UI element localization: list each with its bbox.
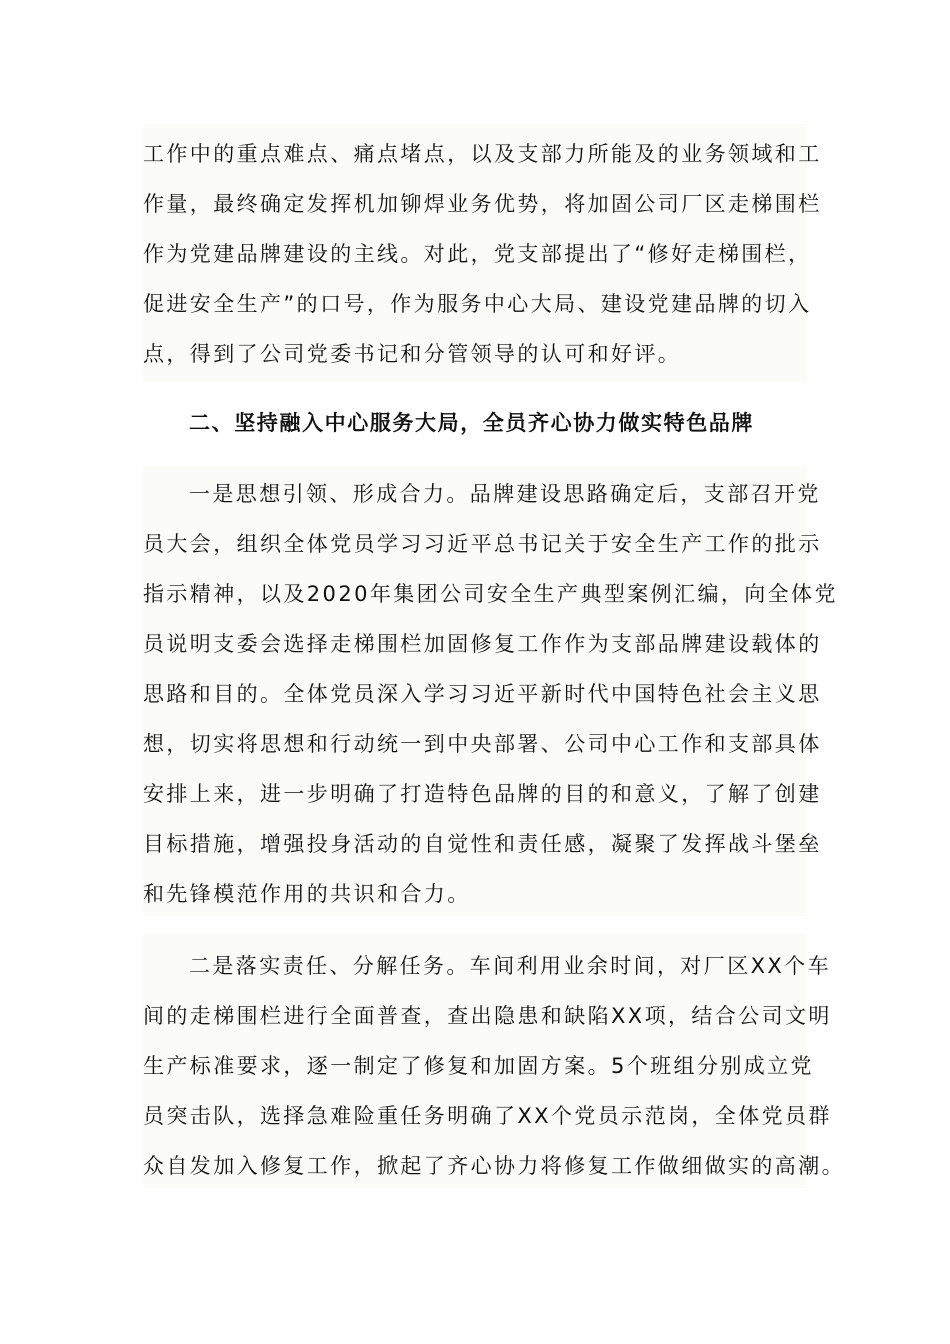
- paragraph-line: 和先锋模范作用的共识和合力。: [143, 882, 471, 906]
- paragraph-line: 员突击队，选择急难险重任务明确了XX个党员示范岗，全体党员群: [143, 1104, 832, 1128]
- paragraph-line: 作为党建品牌建设的主线。对此，党支部提出了“修好走梯围栏，: [143, 242, 812, 266]
- paragraph-line: 安排上来，进一步明确了打造特色品牌的目的和意义，了解了创建: [143, 782, 822, 806]
- section-heading-block: [143, 390, 807, 456]
- paragraph-continued: [143, 124, 822, 382]
- paragraph-line: 生产标准要求，逐一制定了修复和加固方案。5个班组分别成立党: [143, 1054, 814, 1078]
- paragraph-line: 间的走梯围栏进行全面普查，查出隐患和缺陷XX项，结合公司文明: [143, 1004, 832, 1028]
- paragraph-line: 一是思想引领、形成合力。品牌建设思路确定后，支部召开党: [189, 482, 821, 506]
- paragraph-line: 众自发加入修复工作，掀起了齐心协力将修复工作做细做实的高潮。: [143, 1154, 845, 1178]
- paragraph-line: 思路和目的。全体党员深入学习习近平新时代中国特色社会主义思: [143, 682, 822, 706]
- section-heading: 二、坚持融入中心服务大局，全员齐心协力做实特色品牌: [189, 411, 754, 435]
- paragraph-line: 员说明支委会选择走梯围栏加固修复工作作为支部品牌建设载体的: [143, 632, 822, 656]
- paragraph-line: 目标措施，增强投身活动的自觉性和责任感，凝聚了发挥战斗堡垒: [143, 832, 822, 856]
- paragraph-responsibility: [143, 934, 845, 1188]
- paragraph-line: 二是落实责任、分解任务。车间利用业余时间，对厂区XX个车: [189, 954, 831, 978]
- paragraph-line: 工作中的重点难点、痛点堵点，以及支部力所能及的业务领域和工: [143, 142, 822, 166]
- paragraph-line: 指示精神，以及2020年集团公司安全生产典型案例汇编，向全体党: [143, 582, 838, 606]
- paragraph-line: 点，得到了公司党委书记和分管领导的认可和好评。: [143, 342, 682, 366]
- paragraph-line: 员大会，组织全体党员学习习近平总书记关于安全生产工作的批示: [143, 532, 822, 556]
- paragraph-ideological-guidance: [143, 466, 838, 916]
- paragraph-line: 促进安全生产”的口号，作为服务中心大局、建设党建品牌的切入: [143, 292, 812, 316]
- paragraph-line: 作量，最终确定发挥机加铆焊业务优势，将加固公司厂区走梯围栏: [143, 192, 822, 216]
- paragraph-line: 想，切实将思想和行动统一到中央部署、公司中心工作和支部具体: [143, 732, 822, 756]
